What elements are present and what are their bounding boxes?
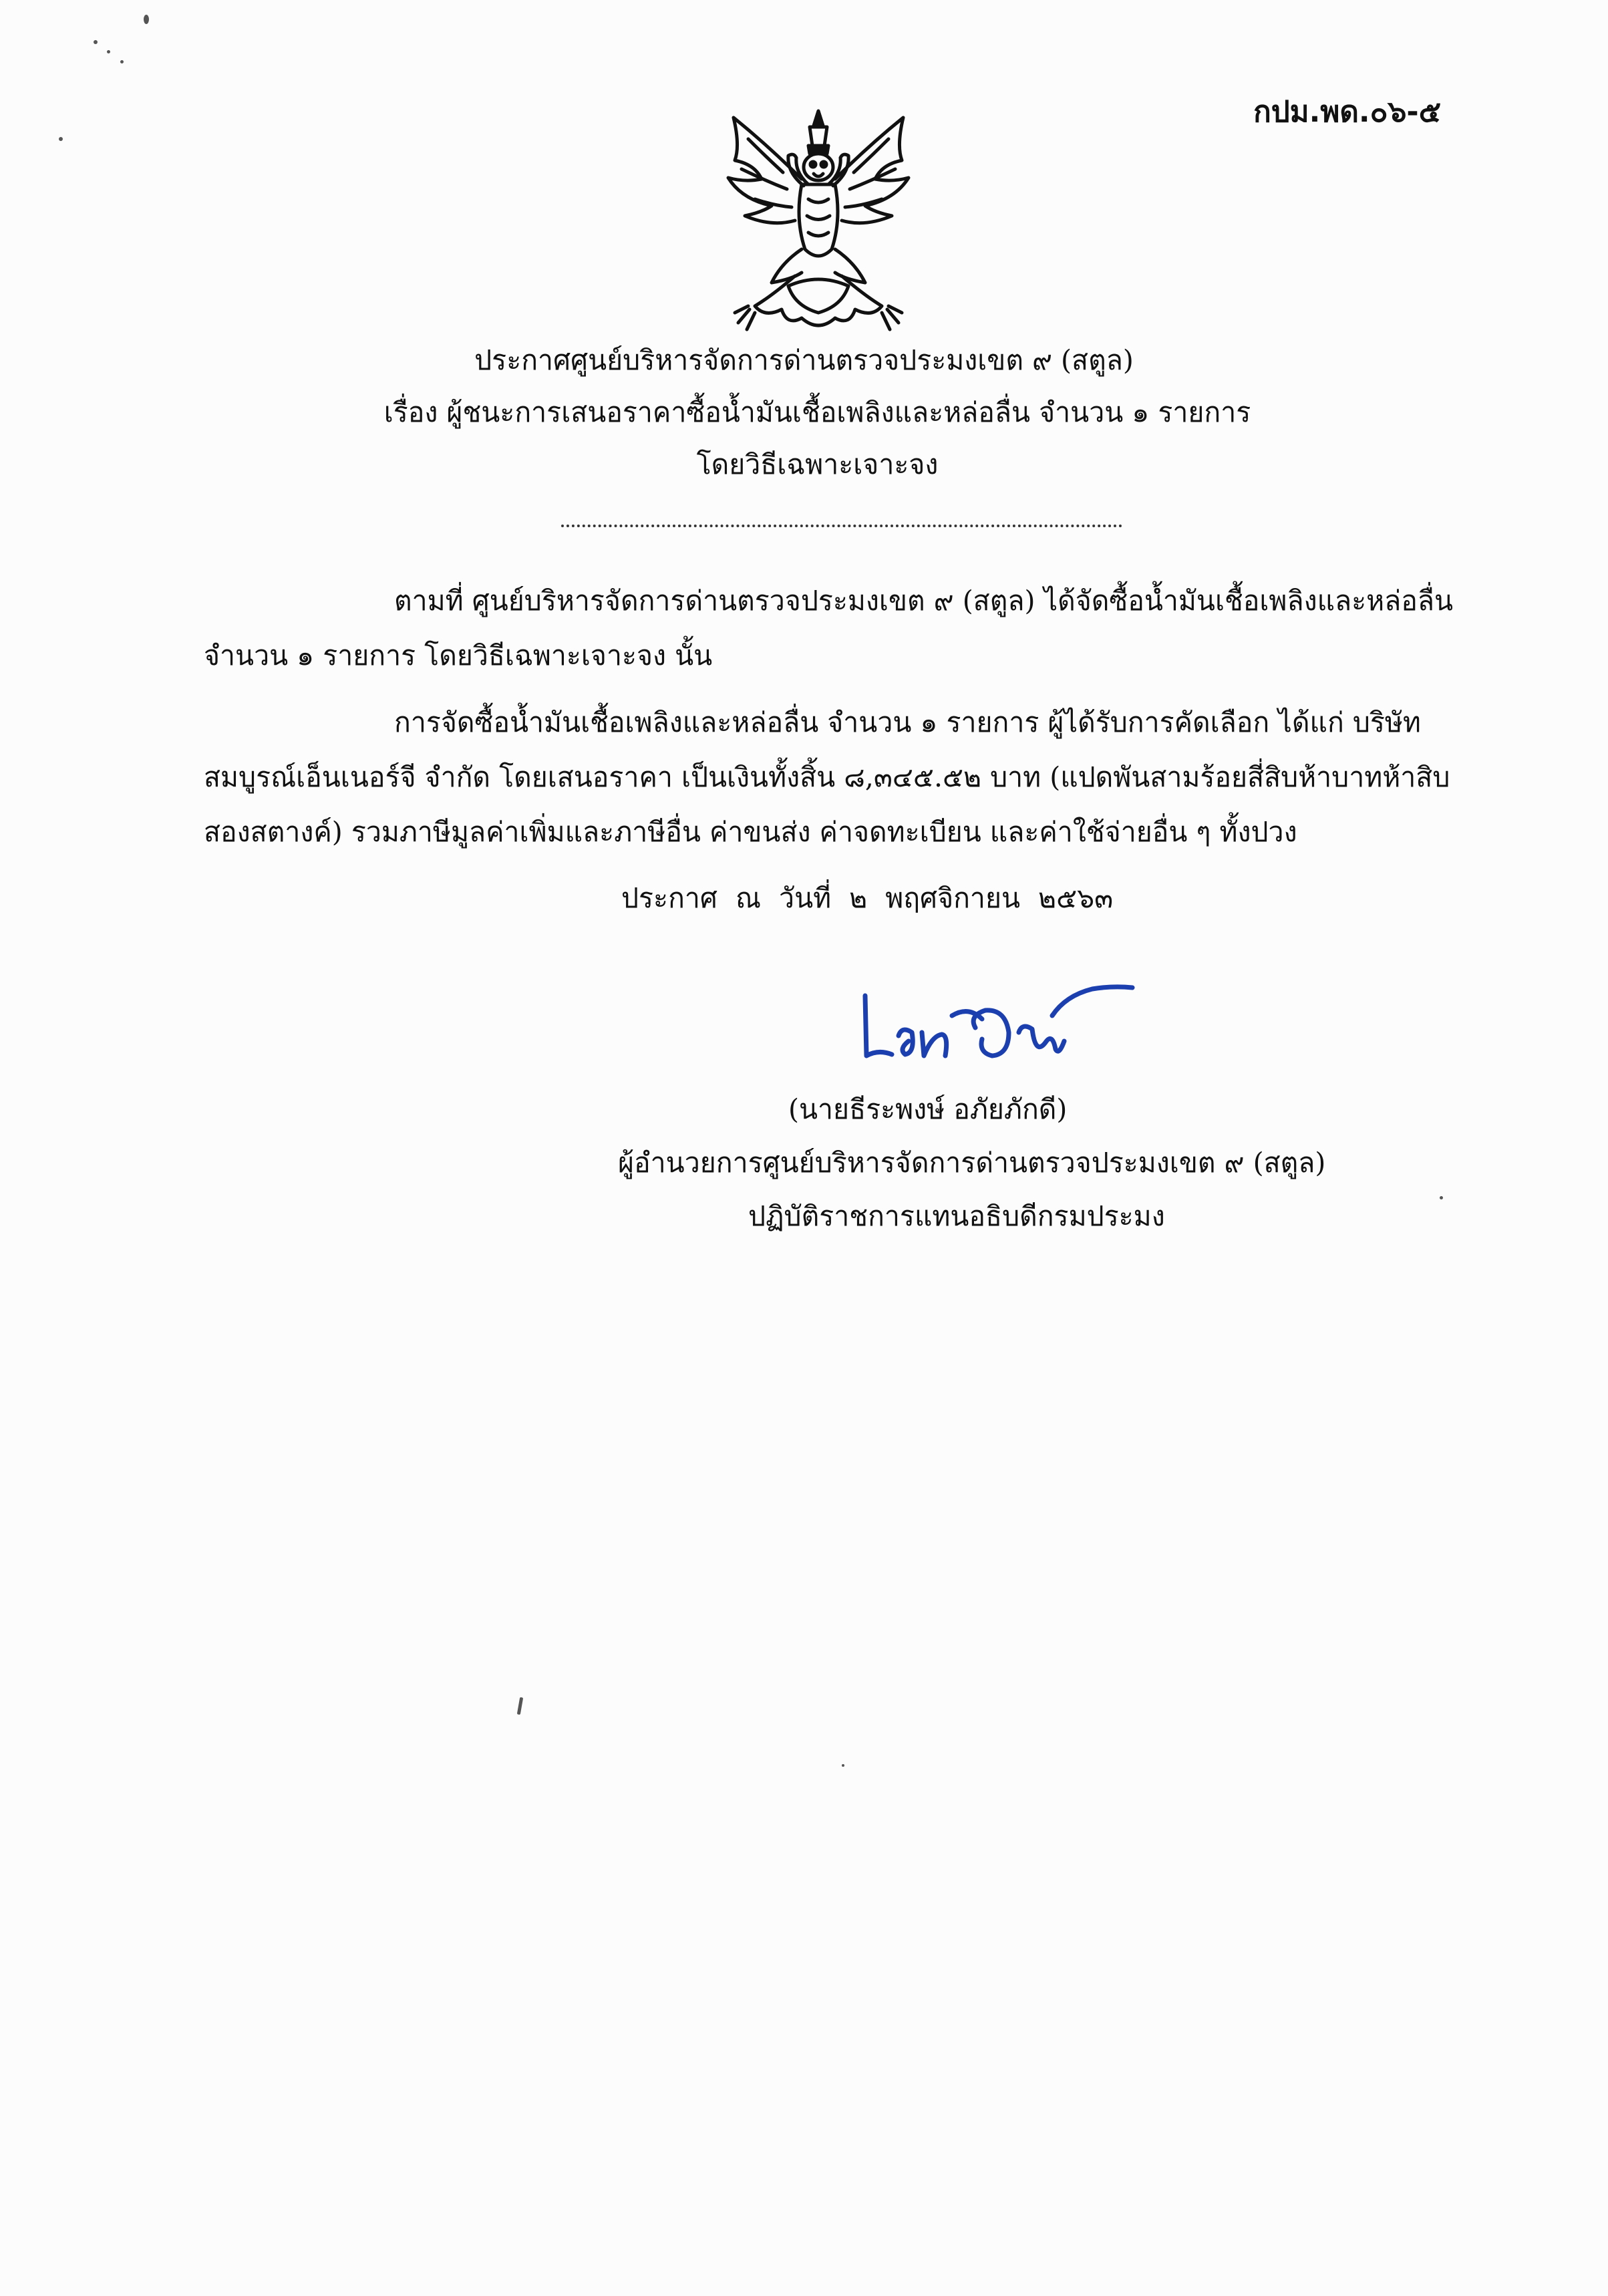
signatory-name: (นายธีระพงษ์ อภัยภักดี) — [788, 1093, 1068, 1125]
scan-speck — [842, 1764, 844, 1767]
signatory-acting: ปฏิบัติราชการแทนอธิบดีกรมประมง — [748, 1200, 1165, 1232]
scan-speck — [144, 15, 149, 24]
scan-speck — [517, 1697, 523, 1715]
scan-speck — [107, 50, 110, 53]
title-line-1: ประกาศศูนย์บริหารจัดการด่านตรวจประมงเขต ๙ (สตูล) — [474, 344, 1134, 376]
announcement-title — [0, 334, 1608, 490]
paragraph-2-line-3: สองสตางค์) รวมภาษีมูลค่าเพิ่มและภาษีอื่น ค่าขนส่ง ค่าจดทะเบียน และค่าใช้จ่ายอื่น ๆ ทั้งปวง — [204, 816, 1297, 848]
title-divider — [561, 525, 1122, 527]
announcement-date: ประกาศ ณ วันที่ ๒ พฤศจิกายน ๒๕๖๓ — [621, 882, 1114, 914]
signatory-position: ผู้อำนวยการศูนย์บริหารจัดการด่านตรวจประมงเขต ๙ (สตูล) — [618, 1147, 1326, 1179]
paragraph-1-line-1: ตามที่ ศูนย์บริหารจัดการด่านตรวจประมงเขต ๙ (สตูล) ได้จัดซื้อน้ำมันเชื้อเพลิงและหล่อลื่น — [394, 585, 1454, 617]
paragraph-2 — [204, 695, 1510, 859]
scan-speck — [1440, 1196, 1443, 1199]
scan-speck — [59, 137, 63, 141]
title-line-2: เรื่อง ผู้ชนะการเสนอราคาซื้อน้ำมันเชื้อเพลิงและหล่อลื่น จำนวน ๑ รายการ — [383, 396, 1251, 428]
paragraph-1 — [204, 573, 1510, 683]
handwritten-signature — [852, 969, 1152, 1083]
scan-speck — [120, 60, 124, 63]
document-code: กปม.พด.๐๖-๕ — [1253, 95, 1441, 129]
title-line-3: โดยวิธีเฉพาะเจาะจง — [696, 448, 939, 480]
garuda-emblem-icon — [708, 106, 929, 336]
scan-speck — [94, 40, 98, 44]
paragraph-2-line-2: สมบูรณ์เอ็นเนอร์จี จำกัด โดยเสนอราคา เป็นเงินทั้งสิ้น ๘,๓๔๕.๕๒ บาท (แปดพันสามร้อยสี่สิบห้าบาทห้าสิบ — [204, 761, 1450, 793]
signatory-block — [0, 1083, 1608, 1243]
paragraph-2-line-1: การจัดซื้อน้ำมันเชื้อเพลิงและหล่อลื่น จำนวน ๑ รายการ ผู้ได้รับการคัดเลือก ได้แก่ บริษัท — [394, 706, 1421, 738]
paragraph-1-line-2: จำนวน ๑ รายการ โดยวิธีเฉพาะเจาะจง นั้น — [204, 639, 713, 672]
